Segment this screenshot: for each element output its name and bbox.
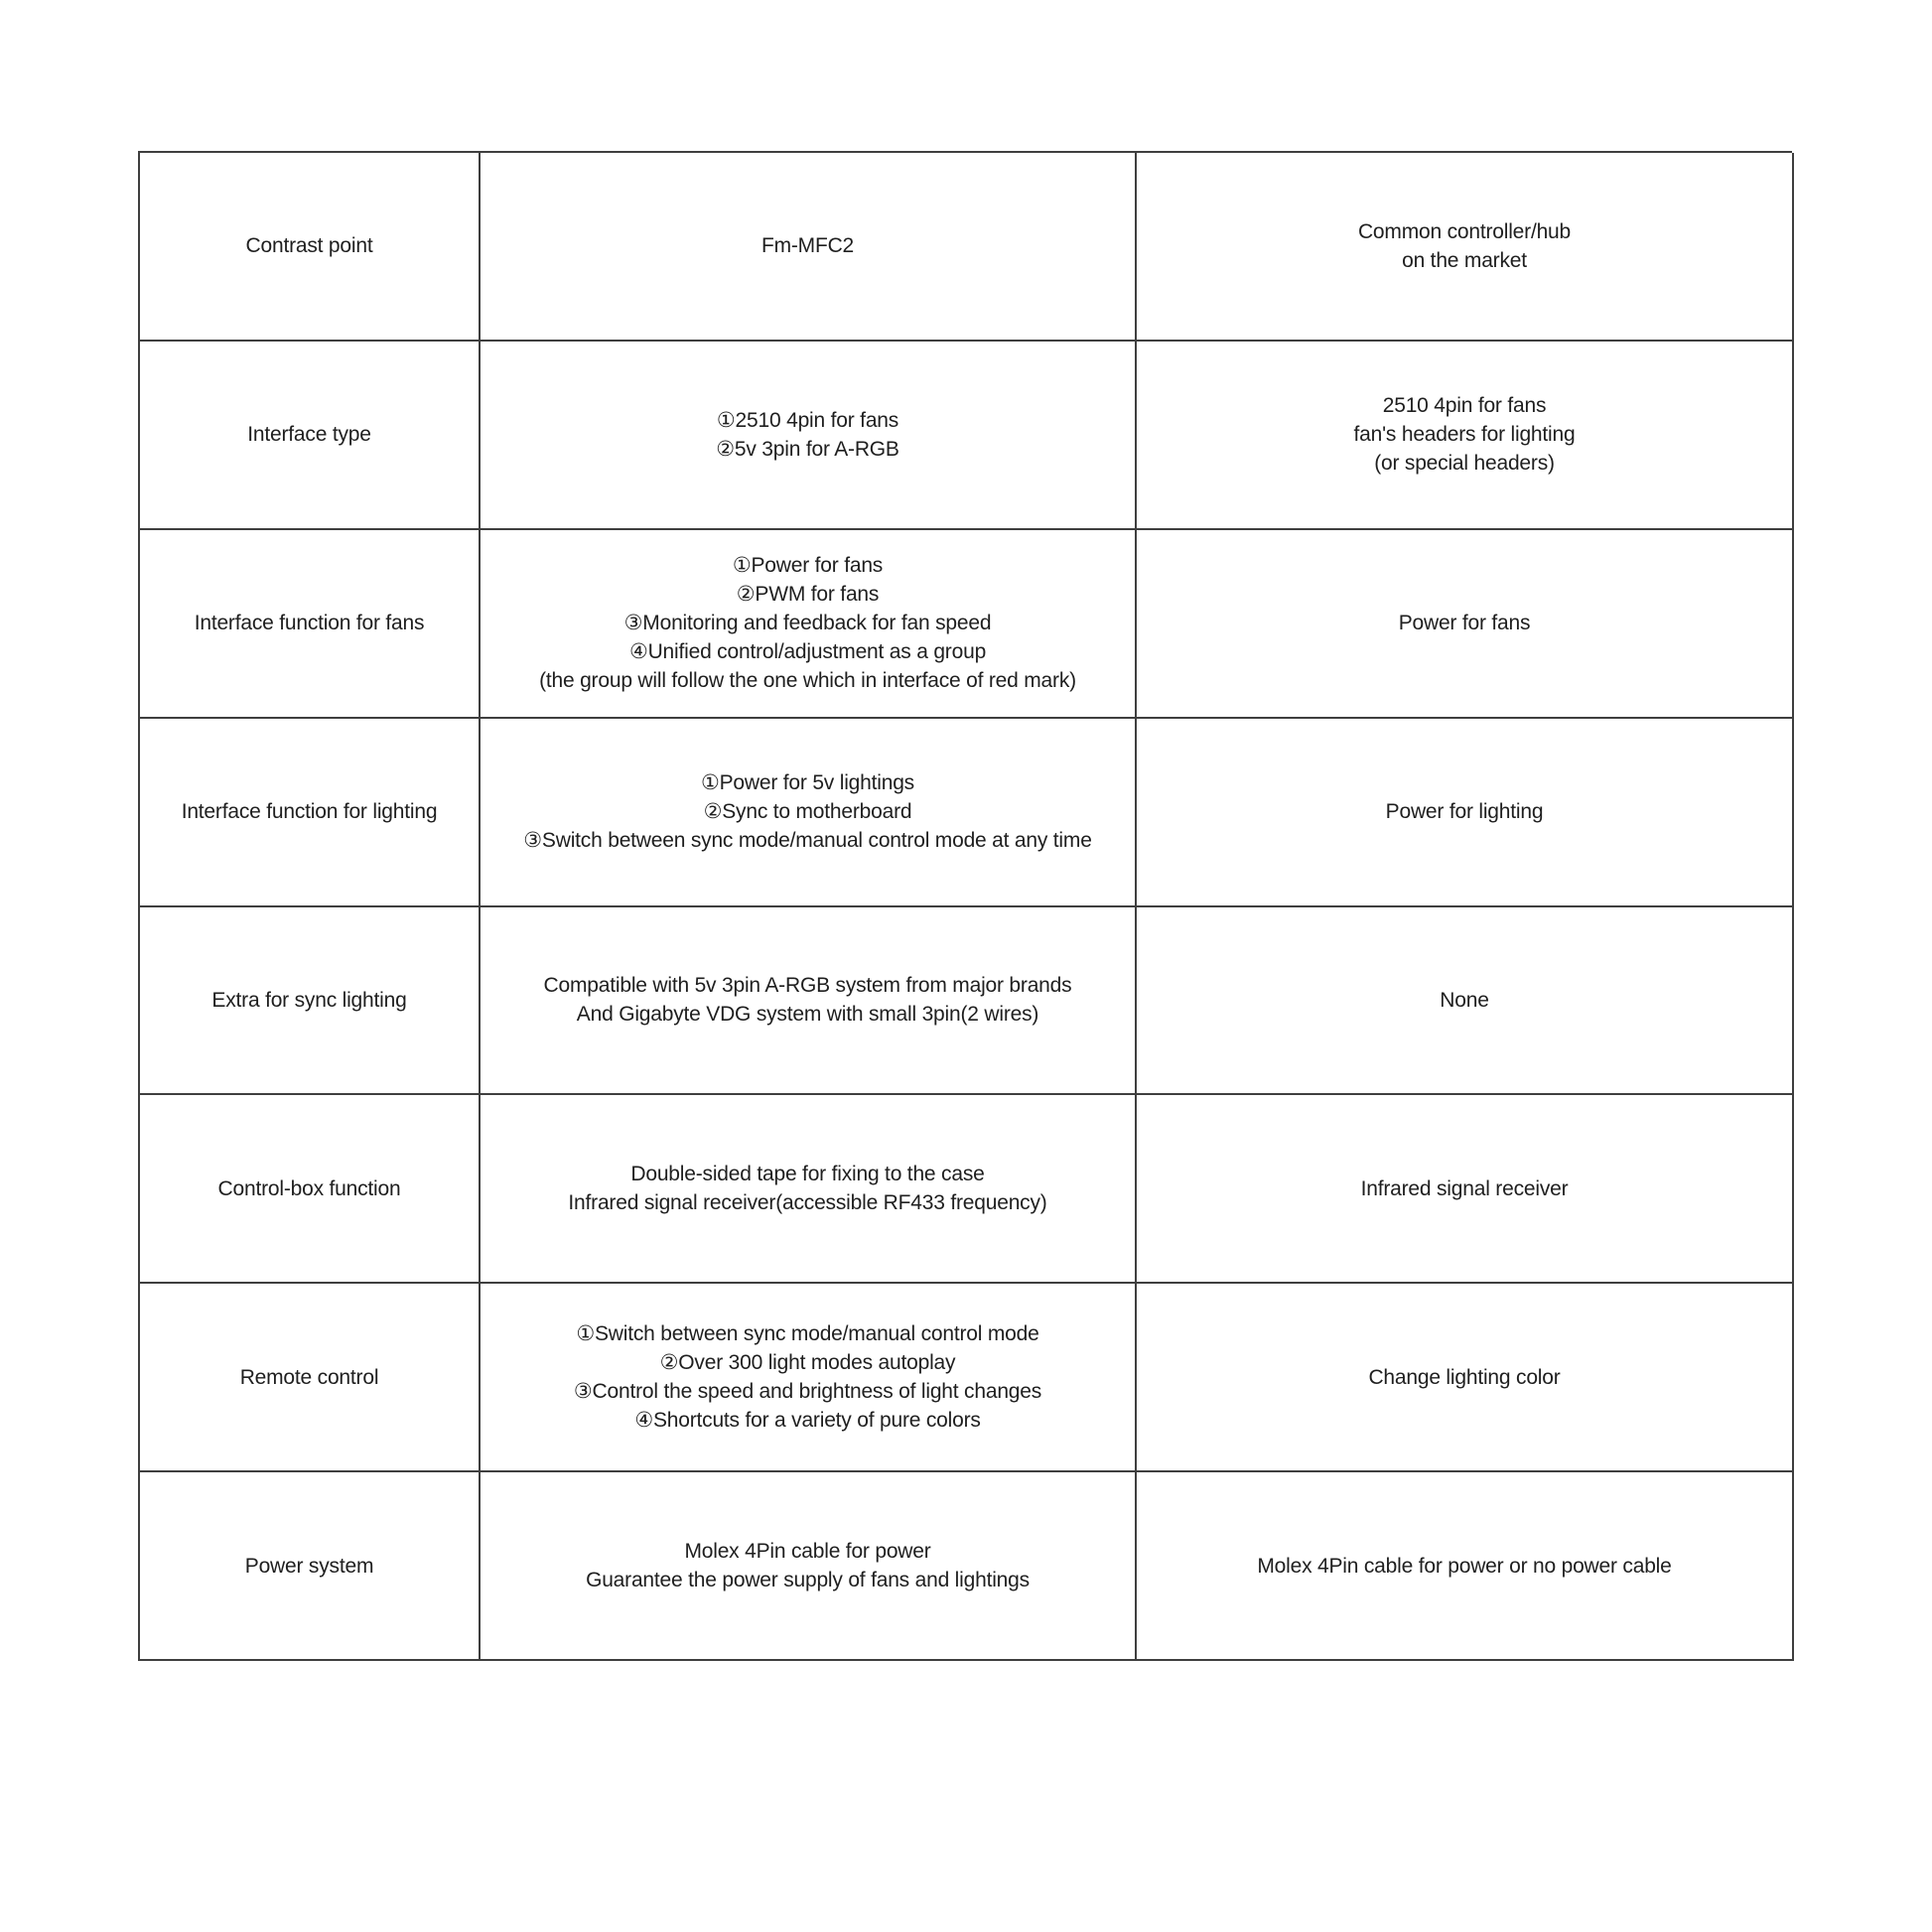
cell-line: Control-box function bbox=[217, 1176, 401, 1200]
cell-line: ①Switch between sync mode/manual control mode bbox=[576, 1322, 1039, 1346]
cell-line: Infrared signal receiver(accessible RF433 frequency) bbox=[568, 1191, 1047, 1215]
cell-line: (or special headers) bbox=[1374, 452, 1555, 476]
cell-line: Extra for sync lighting bbox=[211, 988, 407, 1012]
common-controller-cell bbox=[1137, 342, 1794, 530]
cell-line: Change lighting color bbox=[1368, 1365, 1561, 1389]
cell-line: Infrared signal receiver bbox=[1360, 1176, 1569, 1200]
cell-line: Power system bbox=[244, 1554, 374, 1578]
cell-line: Remote control bbox=[239, 1365, 379, 1389]
row-label-cell bbox=[140, 342, 481, 530]
cell-line: Fm-MFC2 bbox=[760, 234, 855, 258]
fm-mfc2-cell bbox=[481, 719, 1137, 907]
cell-line: Contrast point bbox=[245, 234, 373, 258]
cell-line: ①Power for 5v lightings bbox=[701, 771, 914, 795]
row-label-cell bbox=[140, 1284, 481, 1472]
cell-line: Interface function for lighting bbox=[181, 800, 438, 824]
cell-line: ④Unified control/adjustment as a group bbox=[628, 640, 987, 664]
cell-line: ②5v 3pin for A-RGB bbox=[716, 437, 899, 461]
cell-line: Double-sided tape for fixing to the case bbox=[630, 1163, 985, 1186]
cell-line: ②PWM for fans bbox=[736, 583, 880, 607]
cell-line: Common controller/hub bbox=[1357, 219, 1572, 243]
cell-line: Power for fans bbox=[1398, 612, 1531, 635]
fm-mfc2-cell bbox=[481, 530, 1137, 719]
common-controller-cell bbox=[1137, 530, 1794, 719]
cell-line: Interface type bbox=[247, 423, 371, 447]
cell-line: Guarantee the power supply of fans and lightings bbox=[586, 1569, 1030, 1592]
cell-line: (the group will follow the one which in interface of red mark) bbox=[539, 669, 1076, 693]
cell-line: on the market bbox=[1402, 248, 1527, 272]
common-controller-cell bbox=[1137, 1472, 1794, 1661]
fm-mfc2-cell bbox=[481, 1472, 1137, 1661]
cell-line: Power for lighting bbox=[1385, 800, 1544, 824]
common-controller-cell bbox=[1137, 1095, 1794, 1284]
row-label-cell bbox=[140, 719, 481, 907]
common-controller-cell bbox=[1137, 1284, 1794, 1472]
cell-line: Molex 4Pin cable for power or no power cable bbox=[1257, 1554, 1672, 1578]
row-label-cell bbox=[140, 530, 481, 719]
cell-line: fan's headers for lighting bbox=[1353, 423, 1576, 447]
header-common-controller-cell bbox=[1137, 153, 1794, 342]
cell-line: 2510 4pin for fans bbox=[1382, 394, 1547, 418]
cell-line: ②Sync to motherboard bbox=[703, 800, 912, 824]
header-row-label-cell bbox=[140, 153, 481, 342]
row-label-cell bbox=[140, 907, 481, 1096]
common-controller-cell bbox=[1137, 907, 1794, 1096]
cell-line: ①Power for fans bbox=[732, 554, 884, 578]
row-label-cell bbox=[140, 1472, 481, 1661]
cell-line: ③Switch between sync mode/manual control mode at any time bbox=[523, 829, 1092, 853]
cell-line: ③Monitoring and feedback for fan speed bbox=[623, 612, 992, 635]
cell-line: Interface function for fans bbox=[194, 612, 425, 635]
cell-line: And Gigabyte VDG system with small 3pin(2 wires) bbox=[576, 1003, 1039, 1027]
fm-mfc2-cell bbox=[481, 342, 1137, 530]
cell-line: ④Shortcuts for a variety of pure colors bbox=[634, 1409, 981, 1433]
cell-line: ②Over 300 light modes autoplay bbox=[659, 1351, 956, 1375]
fm-mfc2-cell bbox=[481, 1095, 1137, 1284]
fm-mfc2-cell bbox=[481, 907, 1137, 1096]
common-controller-cell bbox=[1137, 719, 1794, 907]
comparison-table bbox=[138, 151, 1792, 1661]
fm-mfc2-cell bbox=[481, 1284, 1137, 1472]
row-label-cell bbox=[140, 1095, 481, 1284]
header-fm-mfc2-cell bbox=[481, 153, 1137, 342]
cell-line: Compatible with 5v 3pin A-RGB system from major brands bbox=[543, 974, 1072, 998]
cell-line: Molex 4Pin cable for power bbox=[684, 1540, 931, 1564]
cell-line: ①2510 4pin for fans bbox=[716, 408, 899, 432]
cell-line: ③Control the speed and brightness of light changes bbox=[573, 1380, 1042, 1404]
cell-line: None bbox=[1440, 988, 1489, 1012]
